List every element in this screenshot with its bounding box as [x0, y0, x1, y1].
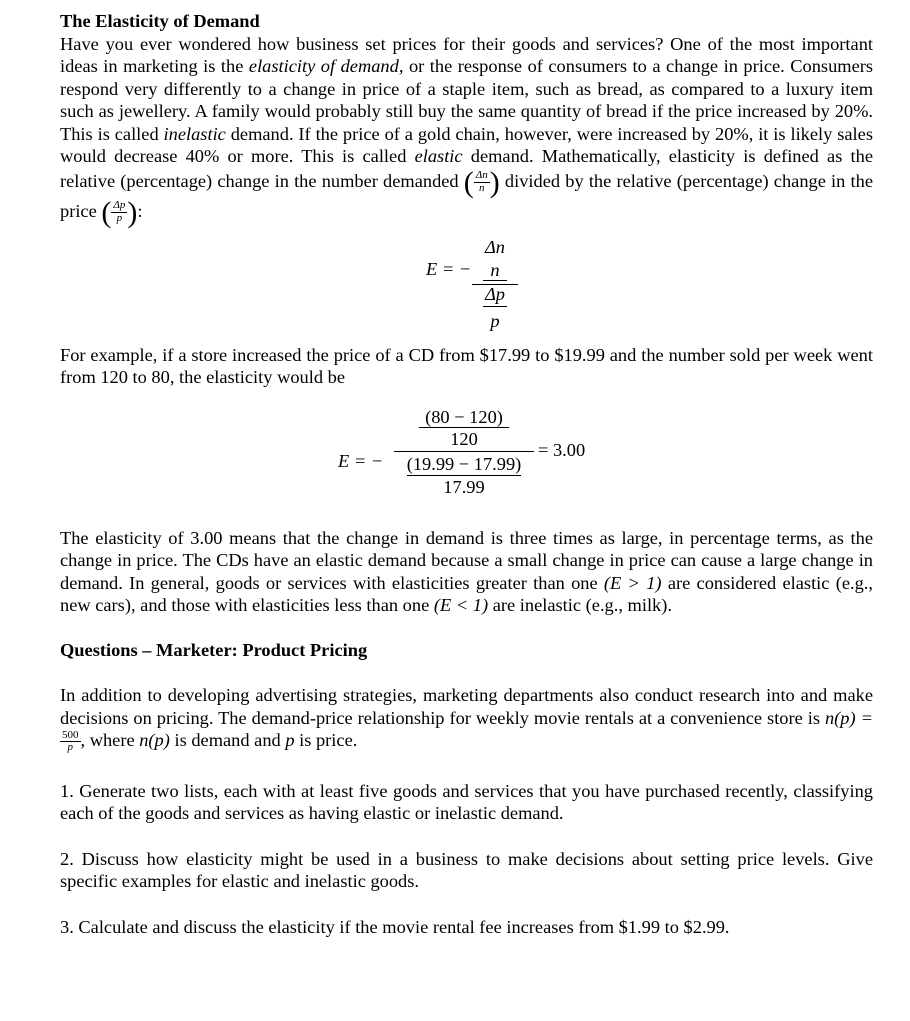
formula2-main-bar: [394, 451, 534, 452]
formula1-top-num: Δn: [485, 236, 505, 257]
example-paragraph: For example, if a store increased the price of a CD from $17.99 to $19.99 and the number sold per week went from 120 to 80, the elasticity would be: [60, 344, 873, 387]
formula2-top-den: 120: [450, 428, 478, 449]
question-3: 3. Calculate and discuss the elasticity if the movie rental fee increases from $1.99 to $2.99.: [60, 916, 730, 937]
inline-fraction-500-over-p: $\frac{500}{p}$: [62, 728, 79, 754]
elasticity-formula: [60, 232, 873, 332]
formula1-lhs: E = −: [426, 258, 472, 279]
example-formula: [60, 397, 873, 517]
formula2-bot-den: 17.99: [443, 476, 485, 497]
question-1: 1. Generate two lists, each with at least five goods and services that you have purchased recently, classifying each of the goods and services as having elastic or inelastic demand.: [60, 780, 873, 824]
inline-fraction-dp-over-p: ( $\frac{\Delta p}{p}$ ): [101, 195, 138, 229]
questions-intro: In addition to developing advertising strategies, marketing departments also conduct research into and make decisions on pricing. The demand-price relationship for weekly movie rentals at a convenience store is n(p) = $\frac{500}{p}$ , where n(p) is demand and p is price.: [60, 685, 873, 754]
section-title: The Elasticity of Demand: [60, 11, 260, 31]
formula1-top-den: n: [483, 260, 507, 281]
questions-title: Questions – Marketer: Product Pricing: [60, 639, 368, 660]
formula2-rhs: = 3.00: [538, 439, 586, 460]
formula1-bot-num: Δp: [483, 282, 507, 307]
question-2: 2. Discuss how elasticity might be used in a business to make decisions about setting price levels. Give specific examples for elastic and inelastic goods.: [60, 848, 873, 892]
formula1-bot-den: p: [490, 310, 500, 331]
formula2-lhs: E = −: [338, 450, 384, 471]
explanation-paragraph: The elasticity of 3.00 means that the change in demand is three times as large, in percentage terms, as the change in price. The CDs have an elastic demand because a small change in price can cause a large change in demand. In general, goods or services with elasticities greater than one (E > 1) are considered elastic (e.g., new cars), and those with elasticities less than one (E < 1) are inelastic (e.g., milk).: [60, 527, 873, 615]
formula2-top-num: (80 − 120): [419, 407, 509, 428]
formula2-bot-num: (19.99 − 17.99): [406, 453, 522, 474]
intro-paragraph: Have you ever wondered how business set prices for their goods and services? One of the most important ideas in marketing is the elasticity of demand, or the response of consumers to a change in price. Consumers respond very differently to a change in price of a staple item, such as bread, as compared to a luxury item such as jewellery. A family would probably still buy the same quantity of bread if the price increased by 20%. This is called inelastic demand. If the price of a gold chain, however, were increased by 20%, it is likely sales would decrease 40% or more. This is called elastic demand. Mathematically, elasticity is defined as the relative (percentage) change in the number demanded ( $\frac{\Delta n}{n}$ ) divided by the relative (percentage) change in the price ( $\frac{\Delta p}{p}$ ):: [60, 33, 874, 229]
document: [60, 10, 873, 938]
inline-fraction-dn-over-n: ( $\frac{\Delta n}{n}$ ): [463, 165, 500, 199]
